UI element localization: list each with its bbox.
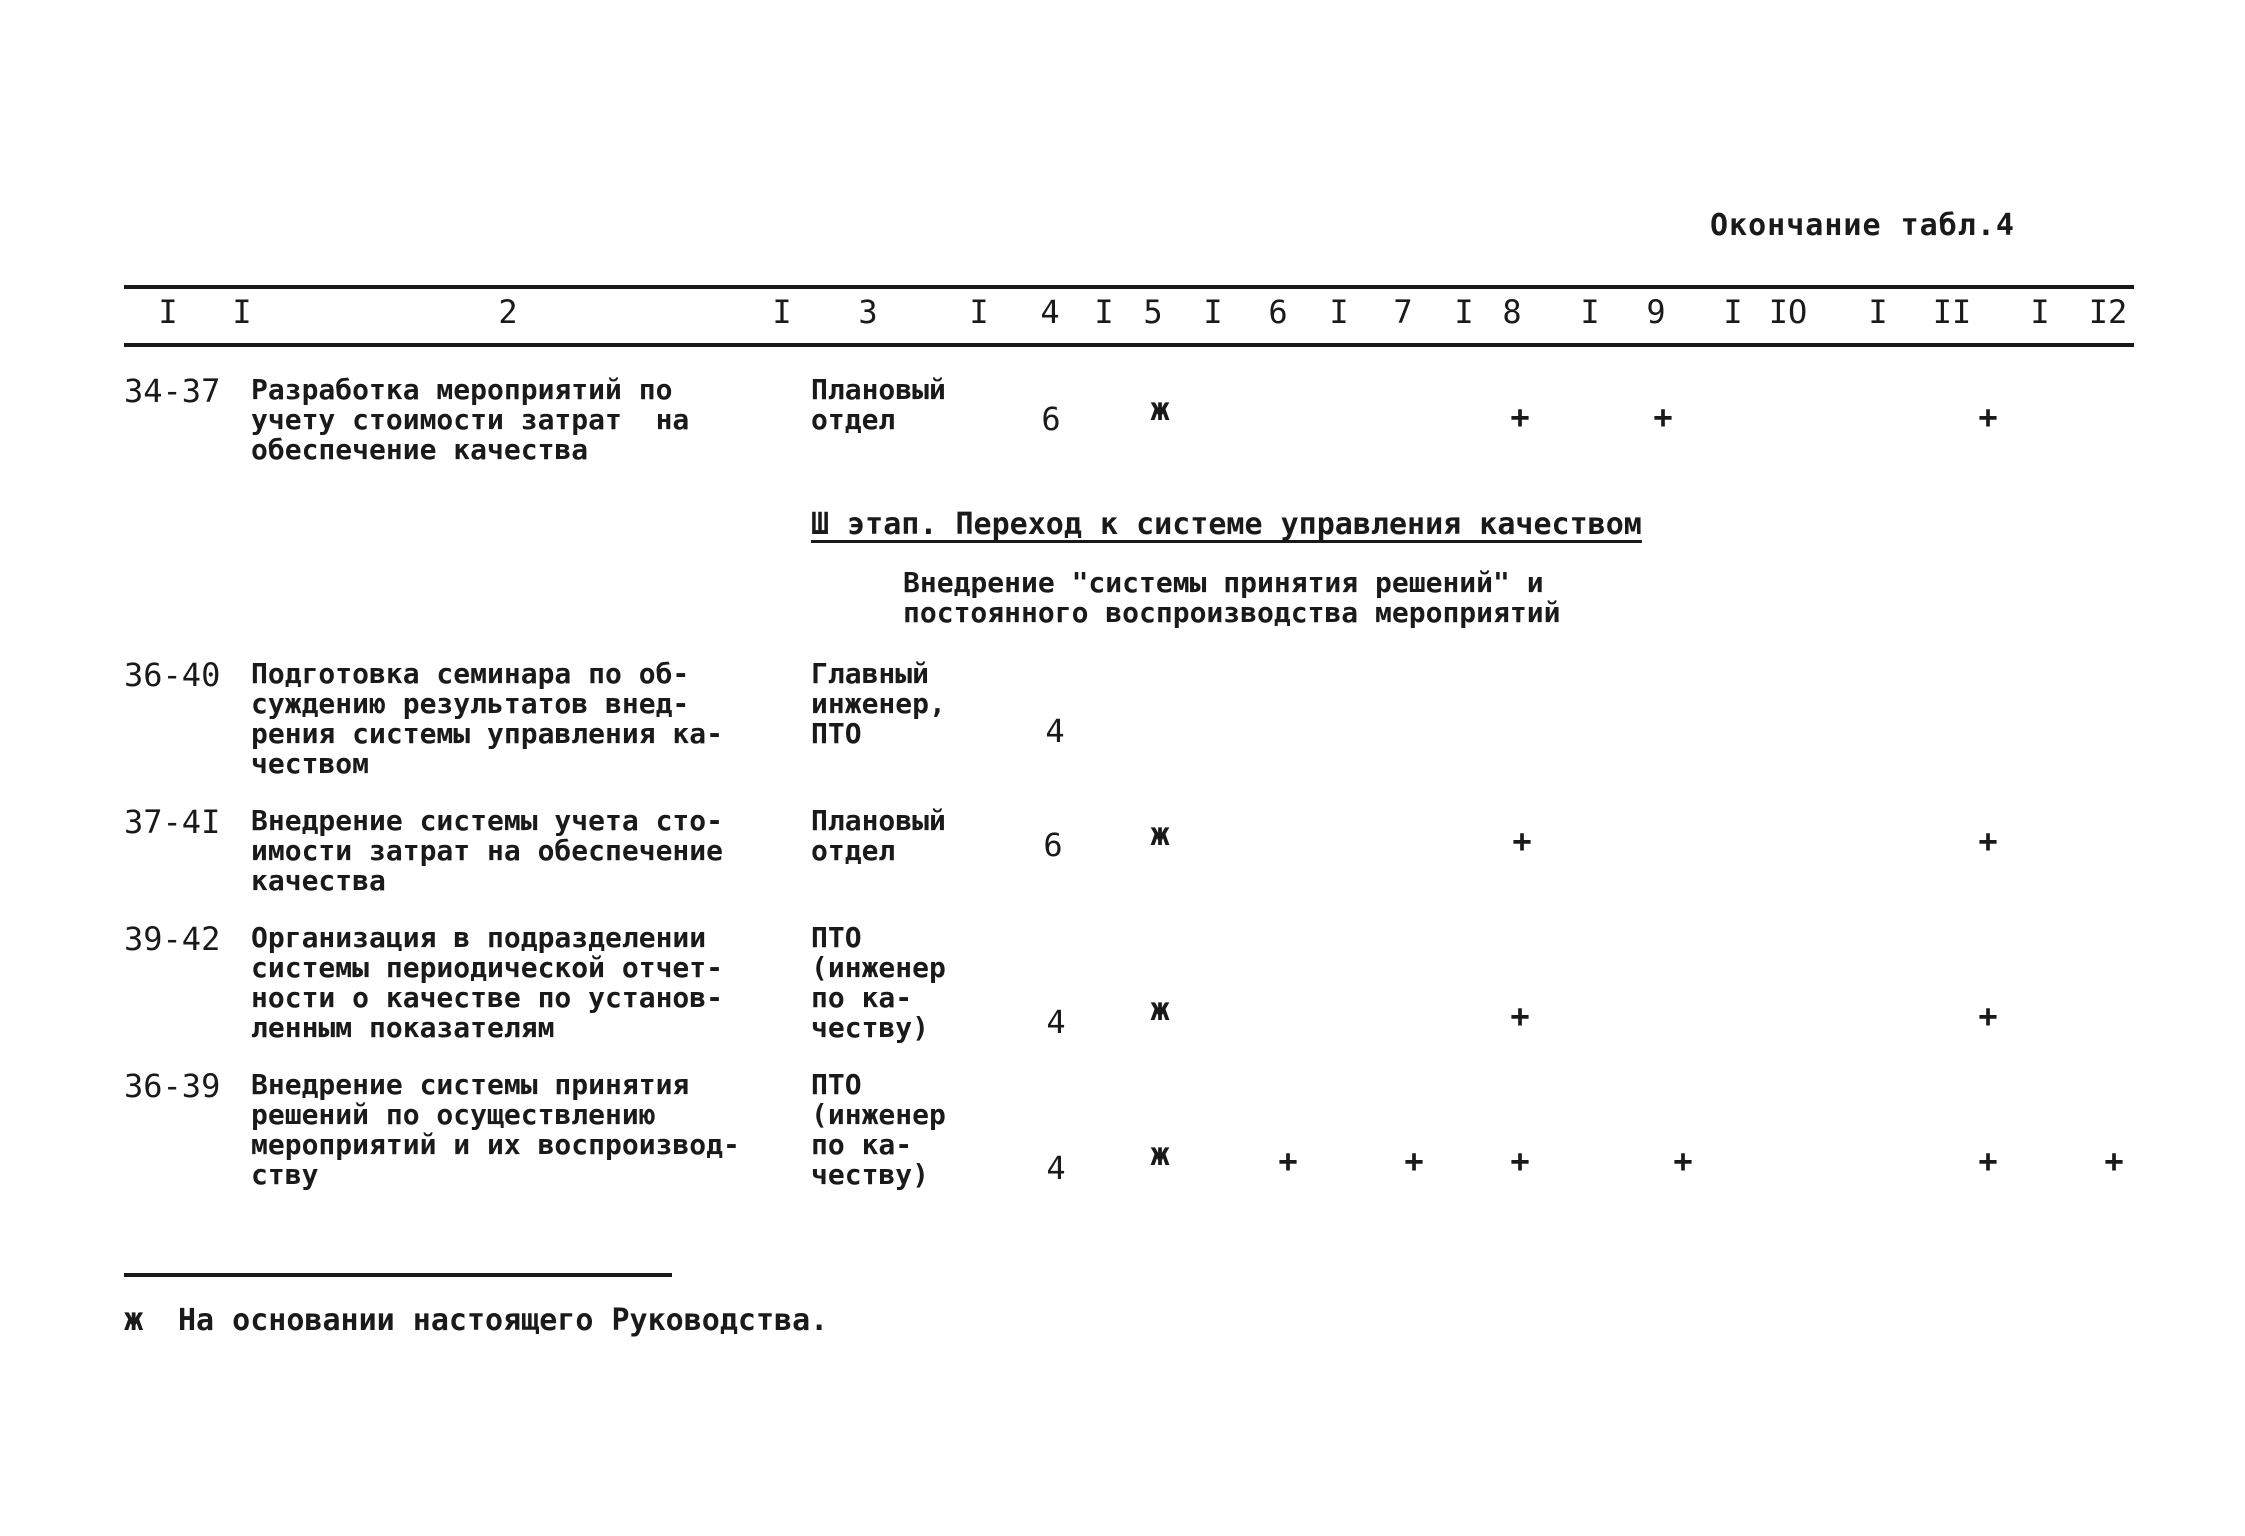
cell-col-4: 4 bbox=[1045, 712, 1065, 750]
cell-col-11: + bbox=[1978, 398, 1998, 436]
col-header-8: 8 bbox=[1502, 293, 1522, 331]
cell-col-9: + bbox=[1653, 398, 1673, 436]
cell-col-7: + bbox=[1404, 1142, 1424, 1180]
row-id: 34-37 bbox=[124, 372, 221, 410]
cell-col-8: + bbox=[1510, 997, 1530, 1035]
cell-col-11: + bbox=[1978, 997, 1998, 1035]
row-id: 37-4I bbox=[124, 803, 221, 841]
col-header-11: II bbox=[1932, 293, 1972, 331]
col-header-4: 4 bbox=[1040, 293, 1060, 331]
header-bottom-rule bbox=[124, 343, 2134, 347]
row-department: Главный инженер, ПТО bbox=[811, 657, 946, 750]
cell-col-4: 4 bbox=[1046, 1003, 1066, 1041]
col-separator: I bbox=[1723, 293, 1743, 331]
col-separator: I bbox=[1454, 293, 1474, 331]
table-caption: Окончание табл.4 bbox=[1710, 208, 2015, 243]
row-department: Плановый отдел bbox=[811, 373, 946, 436]
row-description: Внедрение системы принятия решений по осуществлению мероприятий и их воспроизвод- ству bbox=[251, 1068, 740, 1191]
row-description: Подготовка семинара по об- суждению результатов внед- рения системы управления ка- чеством bbox=[251, 657, 724, 780]
row-id: 36-40 bbox=[124, 656, 221, 694]
stage-title: Ш этап. Переход к системе управления качеством bbox=[811, 507, 1642, 542]
col-separator: I bbox=[1580, 293, 1600, 331]
cell-col-4: 6 bbox=[1041, 400, 1061, 438]
cell-col-4: 6 bbox=[1043, 826, 1063, 864]
col-separator: I bbox=[772, 293, 792, 331]
row-description: Внедрение системы учета сто- имости затрат на обеспечение качества bbox=[251, 804, 724, 897]
col-header-7: 7 bbox=[1393, 293, 1413, 331]
row-description: Организация в подразделении системы периодической отчет- ности о качестве по установ- ленным показателям bbox=[251, 921, 724, 1044]
cell-col-4: 4 bbox=[1046, 1149, 1066, 1187]
footnote-mark: ж bbox=[124, 1300, 144, 1338]
col-separator: I bbox=[1329, 293, 1349, 331]
row-description: Разработка мероприятий по учету стоимости затрат на обеспечение качества bbox=[251, 373, 690, 466]
col-header-10: IO bbox=[1768, 293, 1808, 331]
col-separator: I bbox=[232, 293, 252, 331]
stage-subtitle: Внедрение "системы принятия решений" и постоянного воспроизводства мероприятий bbox=[903, 566, 1561, 629]
col-separator: I bbox=[2030, 293, 2050, 331]
cell-col-5: ж bbox=[1150, 815, 1170, 853]
col-separator: I bbox=[969, 293, 989, 331]
col-header-9: 9 bbox=[1646, 293, 1666, 331]
cell-col-5: ж bbox=[1150, 390, 1170, 428]
col-separator: I bbox=[1203, 293, 1223, 331]
cell-col-11: + bbox=[1978, 1142, 1998, 1180]
cell-col-8: + bbox=[1510, 1142, 1530, 1180]
row-id: 36-39 bbox=[124, 1067, 221, 1105]
col-separator: I bbox=[1094, 293, 1114, 331]
col-header-3: 3 bbox=[858, 293, 878, 331]
col-header-5: 5 bbox=[1143, 293, 1163, 331]
cell-col-8: + bbox=[1510, 398, 1530, 436]
cell-col-12: + bbox=[2104, 1142, 2124, 1180]
col-header-12: I2 bbox=[2088, 293, 2128, 331]
col-header-2: 2 bbox=[498, 293, 518, 331]
cell-col-8: + bbox=[1512, 822, 1532, 860]
row-department: ПТО (инженер по ка- честву) bbox=[811, 1068, 946, 1191]
footnote-text: На основании настоящего Руководства. bbox=[178, 1303, 829, 1338]
cell-col-5: ж bbox=[1150, 1135, 1170, 1173]
cell-col-9: + bbox=[1673, 1142, 1693, 1180]
cell-col-6: + bbox=[1278, 1142, 1298, 1180]
cell-col-5: ж bbox=[1150, 990, 1170, 1028]
row-department: ПТО (инженер по ка- честву) bbox=[811, 921, 946, 1044]
col-header-6: 6 bbox=[1268, 293, 1288, 331]
cell-col-11: + bbox=[1978, 822, 1998, 860]
header-top-rule bbox=[124, 285, 2134, 289]
row-department: Плановый отдел bbox=[811, 804, 946, 867]
row-id: 39-42 bbox=[124, 920, 221, 958]
footnote-rule bbox=[124, 1273, 672, 1277]
col-header-1: I bbox=[158, 293, 178, 331]
col-separator: I bbox=[1868, 293, 1888, 331]
